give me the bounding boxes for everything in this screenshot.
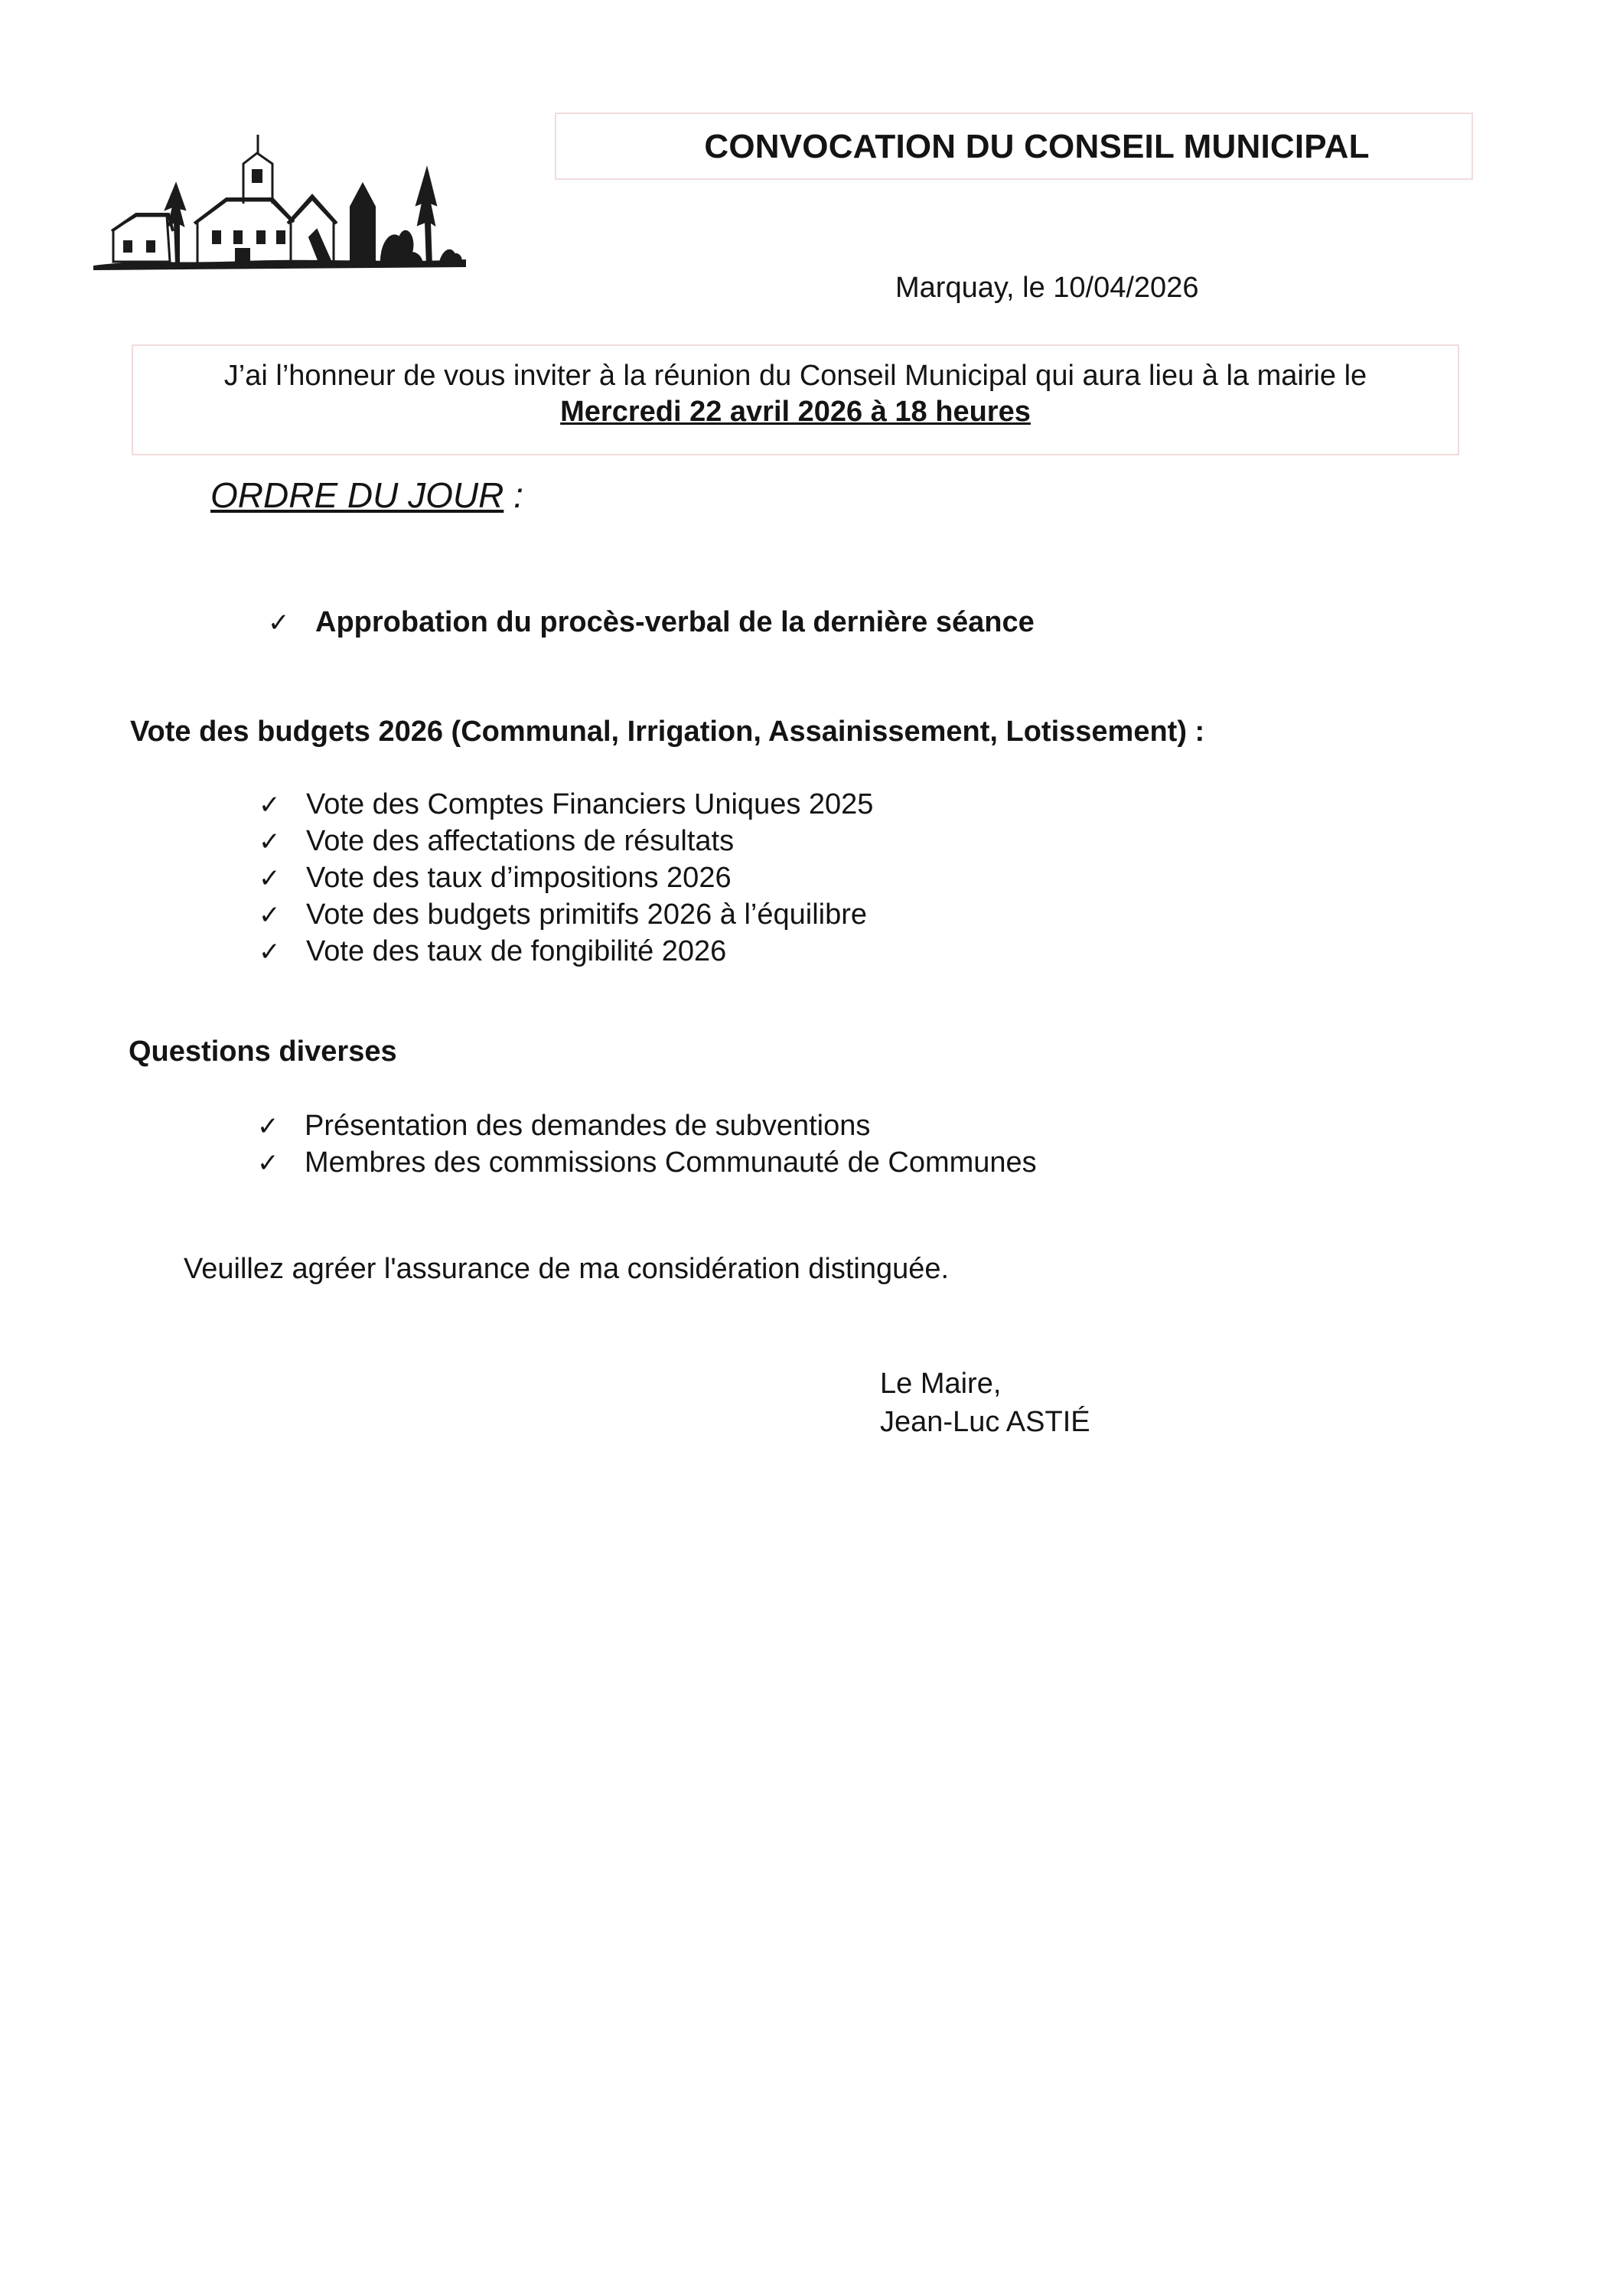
checkmark-icon: ✓ bbox=[259, 900, 281, 931]
agenda-heading-text: ORDRE DU JOUR bbox=[210, 475, 504, 515]
agenda-heading-colon: : bbox=[504, 475, 523, 515]
budgets-list bbox=[259, 787, 873, 970]
list-item-text: Vote des taux d’impositions 2026 bbox=[306, 862, 732, 894]
invitation-box bbox=[132, 344, 1459, 455]
list-item-text: Vote des Comptes Financiers Uniques 2025 bbox=[306, 788, 874, 820]
list-item-text: Présentation des demandes de subventions bbox=[305, 1110, 871, 1142]
checkmark-icon: ✓ bbox=[259, 937, 281, 967]
list-item bbox=[259, 934, 873, 970]
signature-block bbox=[880, 1365, 1090, 1441]
place-date: Marquay, le 10/04/2026 bbox=[895, 272, 1199, 304]
list-item bbox=[259, 897, 873, 934]
checkmark-icon: ✓ bbox=[257, 1148, 279, 1179]
checkmark-icon: ✓ bbox=[268, 608, 290, 638]
document-title: CONVOCATION DU CONSEIL MUNICIPAL bbox=[704, 128, 1370, 165]
list-item bbox=[259, 787, 873, 823]
closing-sentence: Veuillez agréer l'assurance de ma considération distinguée. bbox=[184, 1253, 950, 1285]
signature-role: Le Maire, bbox=[880, 1368, 1002, 1400]
invitation-text: J’ai l’honneur de vous inviter à la réunion du Conseil Municipal qui aura lieu à la mairie le bbox=[223, 360, 1367, 392]
list-item-text: Vote des taux de fongibilité 2026 bbox=[306, 935, 727, 967]
list-item-text: Membres des commissions Communauté de Communes bbox=[305, 1146, 1037, 1179]
list-item bbox=[257, 1108, 1037, 1145]
title-box bbox=[555, 113, 1473, 180]
checkmark-icon: ✓ bbox=[257, 1111, 279, 1142]
questions-heading: Questions diverses bbox=[129, 1035, 397, 1068]
questions-list bbox=[257, 1108, 1037, 1182]
agenda-item-approval bbox=[268, 605, 1035, 641]
checkmark-icon: ✓ bbox=[259, 790, 281, 820]
agenda-heading bbox=[210, 475, 523, 516]
signature-name: Jean-Luc ASTIÉ bbox=[880, 1406, 1090, 1438]
list-item-text: Vote des budgets primitifs 2026 à l’équilibre bbox=[306, 899, 868, 931]
village-logo bbox=[90, 130, 470, 283]
agenda-item-text: Approbation du procès-verbal de la dernière séance bbox=[315, 606, 1035, 638]
list-item-text: Vote des affectations de résultats bbox=[306, 825, 735, 857]
budgets-heading: Vote des budgets 2026 (Communal, Irrigation, Assainissement, Lotissement) : bbox=[130, 716, 1205, 748]
list-item bbox=[259, 823, 873, 860]
checkmark-icon: ✓ bbox=[259, 827, 281, 857]
meeting-datetime: Mercredi 22 avril 2026 à 18 heures bbox=[560, 396, 1031, 428]
list-item bbox=[257, 1145, 1037, 1182]
invitation-text-block bbox=[133, 358, 1458, 430]
list-item bbox=[259, 860, 873, 897]
checkmark-icon: ✓ bbox=[259, 863, 281, 894]
